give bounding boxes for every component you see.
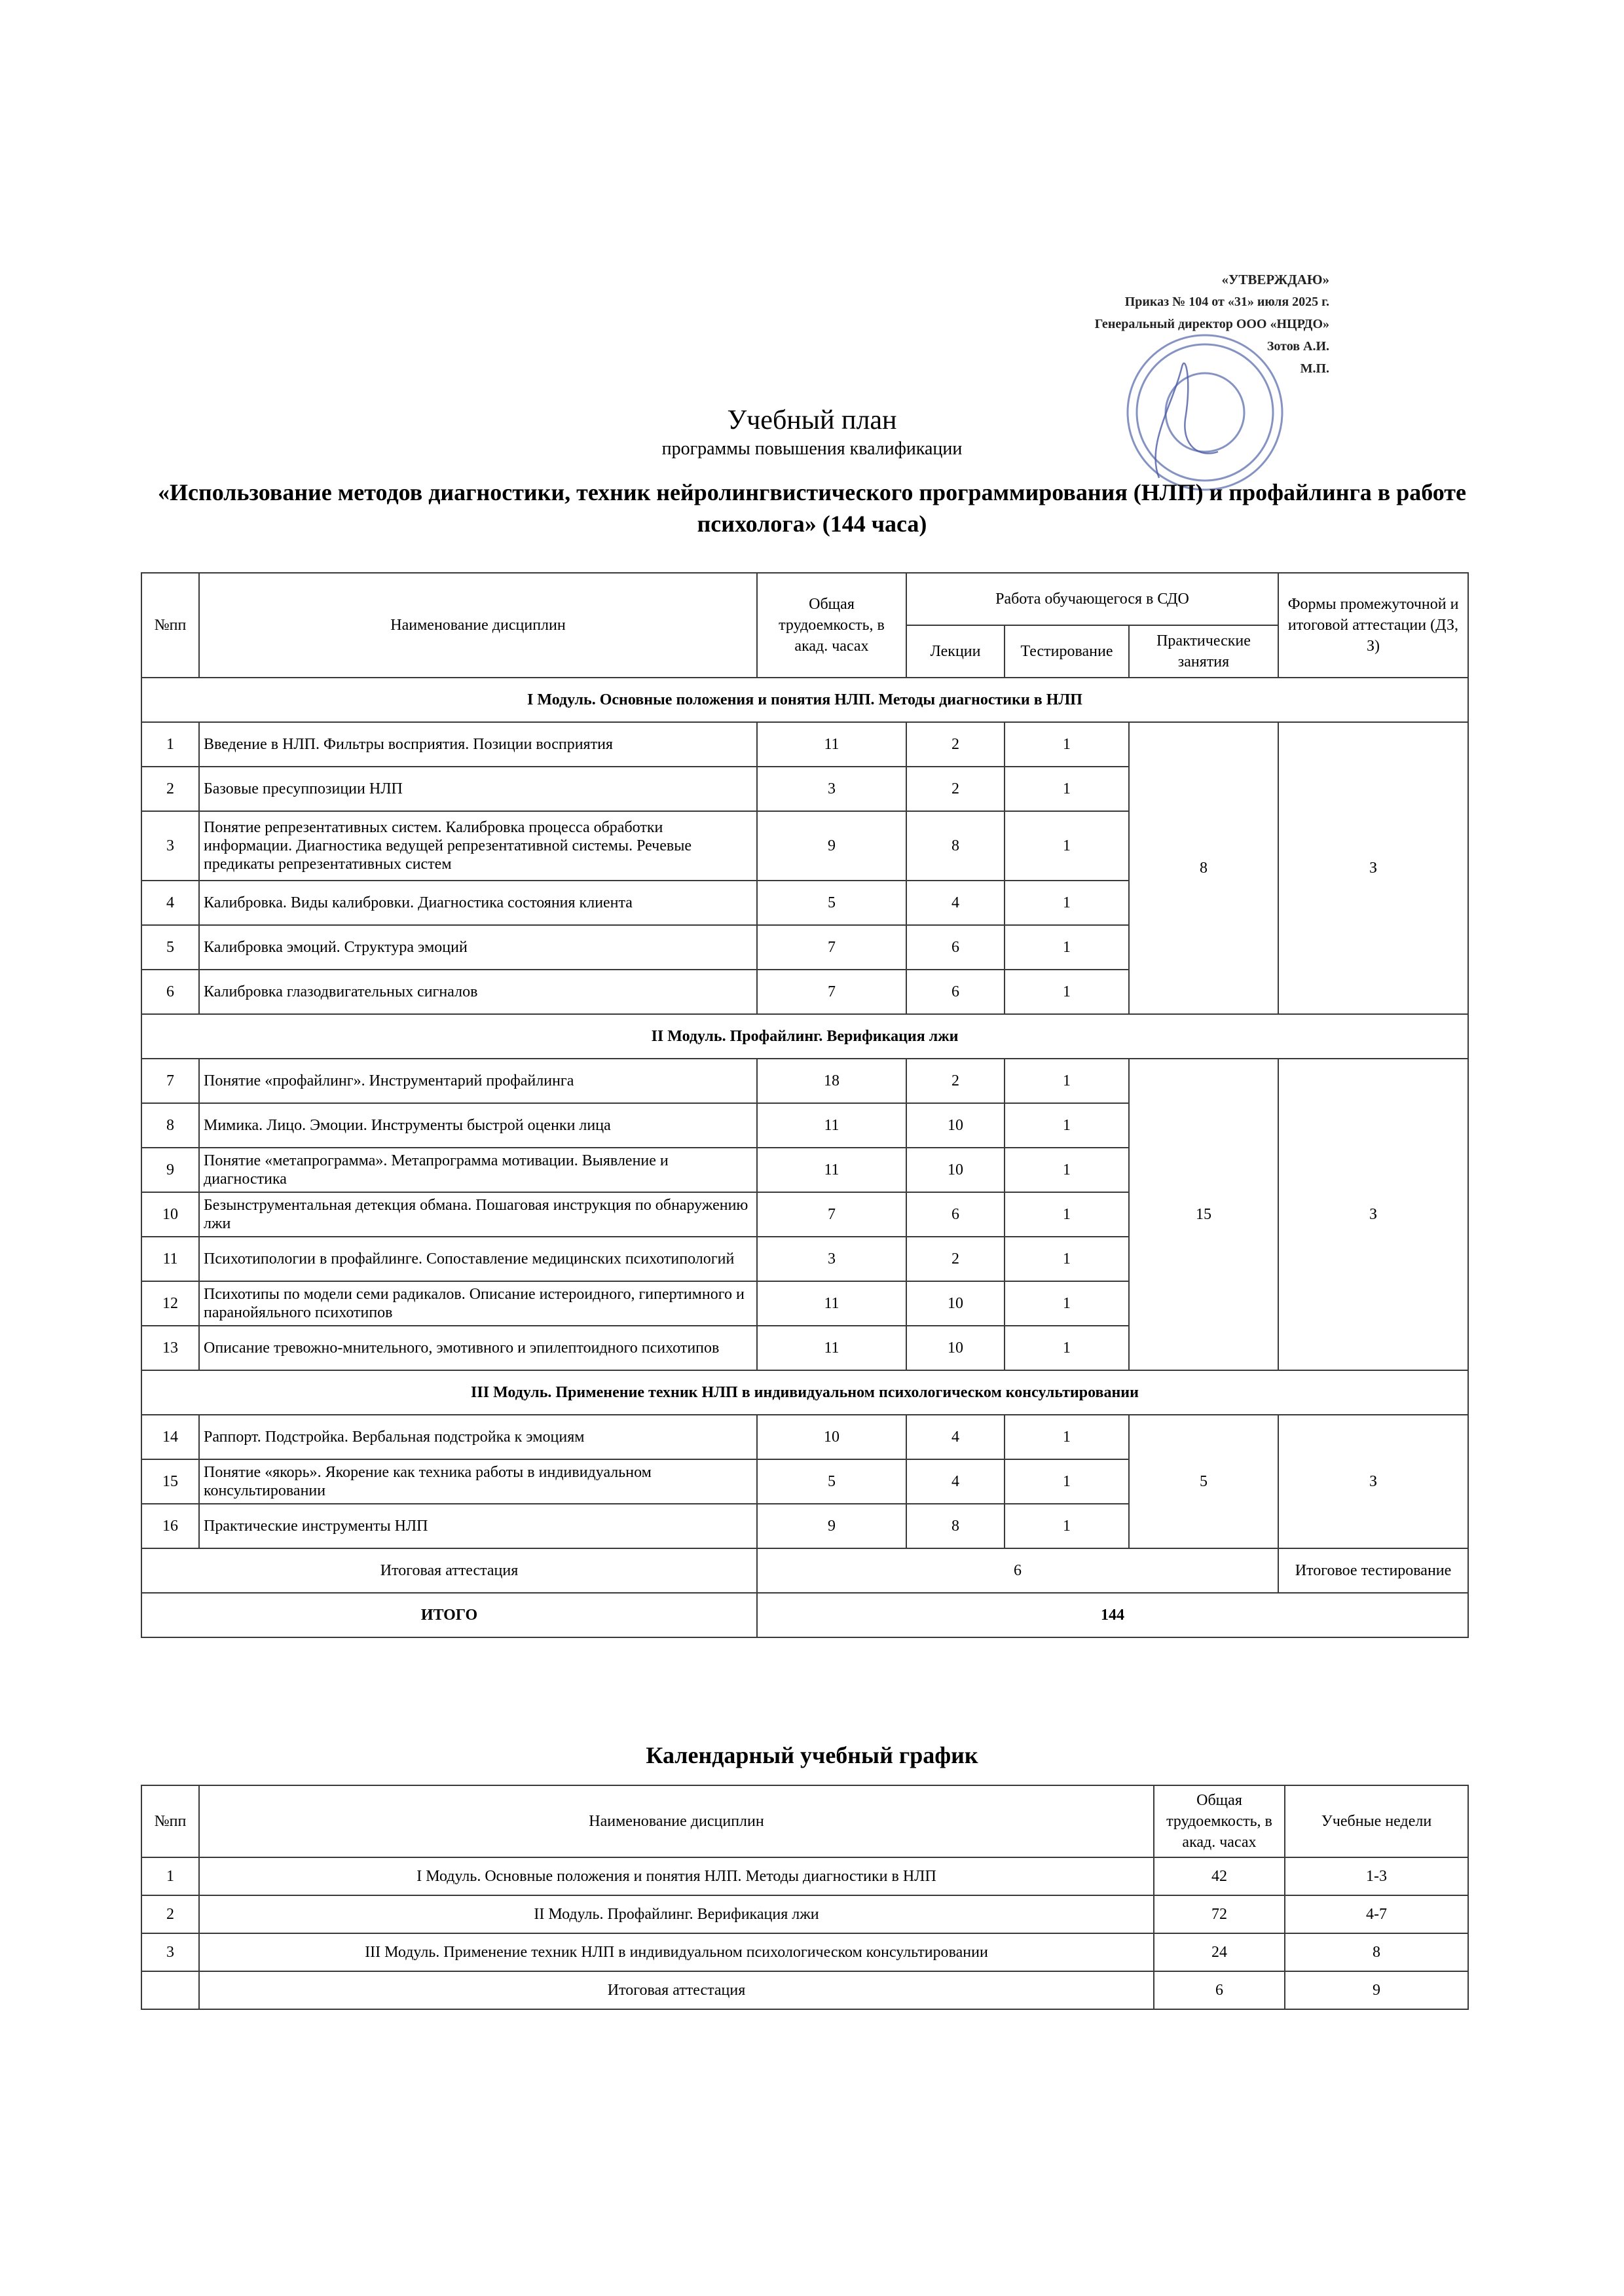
- row-lectures: 10: [906, 1281, 1005, 1326]
- row-name: Практические инструменты НЛП: [199, 1504, 757, 1548]
- cal-name: II Модуль. Профайлинг. Верификация лжи: [199, 1895, 1154, 1933]
- row-name: Базовые пресуппозиции НЛП: [199, 767, 757, 811]
- cal-weeks: 9: [1285, 1971, 1468, 2009]
- row-total: 5: [757, 1459, 906, 1504]
- row-testing: 1: [1005, 881, 1129, 925]
- cal-num: 3: [141, 1933, 199, 1971]
- row-name: Описание тревожно-мнительного, эмотивного и эпилептоидного психотипов: [199, 1326, 757, 1370]
- row-num: 5: [141, 925, 199, 970]
- total-hours: 144: [757, 1593, 1468, 1637]
- cal-header-name: Наименование дисциплин: [199, 1785, 1154, 1857]
- row-num: 9: [141, 1148, 199, 1192]
- row-testing: 1: [1005, 1192, 1129, 1237]
- approval-title: «УТВЕРЖДАЮ»: [1221, 272, 1329, 287]
- calendar-table: [141, 1785, 1469, 2010]
- row-num: 3: [141, 811, 199, 881]
- row-lectures: 4: [906, 881, 1005, 925]
- row-testing: 1: [1005, 1148, 1129, 1192]
- row-num: 14: [141, 1415, 199, 1459]
- row-name: Психотипологии в профайлинге. Сопоставление медицинских психотипологий: [199, 1237, 757, 1281]
- approval-order: Приказ № 104 от «31» июля 2025 г.: [1124, 295, 1329, 309]
- table-row: [141, 1895, 1468, 1933]
- row-num: 16: [141, 1504, 199, 1548]
- row-num: 12: [141, 1281, 199, 1326]
- row-testing: 1: [1005, 1459, 1129, 1504]
- cal-num: [141, 1971, 199, 2009]
- cal-total: 24: [1154, 1933, 1285, 1971]
- row-lectures: 6: [906, 925, 1005, 970]
- row-name: Понятие «якорь». Якорение как техника работы в индивидуальном консультировании: [199, 1459, 757, 1504]
- cal-weeks: 1-3: [1285, 1857, 1468, 1895]
- header-practice: Практические занятия: [1129, 625, 1278, 678]
- row-name: Введение в НЛП. Фильтры восприятия. Позиции восприятия: [199, 722, 757, 767]
- module-attestation: З: [1278, 1059, 1468, 1370]
- cal-weeks: 4-7: [1285, 1895, 1468, 1933]
- row-name: Калибровка эмоций. Структура эмоций: [199, 925, 757, 970]
- cal-name: I Модуль. Основные положения и понятия НЛП. Методы диагностики в НЛП: [199, 1857, 1154, 1895]
- approval-signer: Зотов А.И.: [1266, 339, 1329, 354]
- row-testing: 1: [1005, 970, 1129, 1014]
- row-testing: 1: [1005, 1326, 1129, 1370]
- row-lectures: 4: [906, 1415, 1005, 1459]
- row-lectures: 10: [906, 1103, 1005, 1148]
- row-total: 11: [757, 1281, 906, 1326]
- row-total: 5: [757, 881, 906, 925]
- row-total: 3: [757, 1237, 906, 1281]
- row-num: 2: [141, 767, 199, 811]
- row-name: Понятие «профайлинг». Инструментарий профайлинга: [199, 1059, 757, 1103]
- row-name: Мимика. Лицо. Эмоции. Инструменты быстрой оценки лица: [199, 1103, 757, 1148]
- module-attestation: З: [1278, 722, 1468, 1014]
- header-testing: Тестирование: [1005, 625, 1129, 678]
- row-total: 7: [757, 1192, 906, 1237]
- row-total: 18: [757, 1059, 906, 1103]
- document-title: Учебный план: [727, 405, 897, 435]
- row-name: Безынструментальная детекция обмана. Пошаговая инструкция по обнаружению лжи: [199, 1192, 757, 1237]
- row-total: 9: [757, 811, 906, 881]
- table-row: [141, 1933, 1468, 1971]
- row-name: Раппорт. Подстройка. Вербальная подстройка к эмоциям: [199, 1415, 757, 1459]
- row-name: Психотипы по модели семи радикалов. Описание истероидного, гипертимного и паранойяльного психотипов: [199, 1281, 757, 1326]
- header-forms: Формы промежуточной и итоговой аттестации (ДЗ, З): [1278, 573, 1468, 678]
- row-lectures: 4: [906, 1459, 1005, 1504]
- row-testing: 1: [1005, 1415, 1129, 1459]
- row-num: 10: [141, 1192, 199, 1237]
- row-name: Калибровка глазодвигательных сигналов: [199, 970, 757, 1014]
- row-total: 3: [757, 767, 906, 811]
- row-num: 15: [141, 1459, 199, 1504]
- row-total: 11: [757, 1103, 906, 1148]
- row-num: 11: [141, 1237, 199, 1281]
- row-num: 1: [141, 722, 199, 767]
- module-practice: 5: [1129, 1415, 1278, 1548]
- row-testing: 1: [1005, 1281, 1129, 1326]
- row-lectures: 6: [906, 1192, 1005, 1237]
- row-name: Калибровка. Виды калибровки. Диагностика состояния клиента: [199, 881, 757, 925]
- row-lectures: 2: [906, 1237, 1005, 1281]
- row-total: 7: [757, 970, 906, 1014]
- document-subtitle: программы повышения квалификации: [661, 439, 963, 459]
- cal-name: Итоговая аттестация: [199, 1971, 1154, 2009]
- module-practice: 15: [1129, 1059, 1278, 1370]
- row-lectures: 2: [906, 722, 1005, 767]
- cal-name: III Модуль. Применение техник НЛП в индивидуальном психологическом консультировании: [199, 1933, 1154, 1971]
- row-num: 13: [141, 1326, 199, 1370]
- header-num: №пп: [141, 573, 199, 678]
- row-lectures: 2: [906, 767, 1005, 811]
- table-row: [141, 1971, 1468, 2009]
- cal-total: 6: [1154, 1971, 1285, 2009]
- cal-header-num: №пп: [141, 1785, 199, 1857]
- cal-total: 72: [1154, 1895, 1285, 1933]
- module-attestation: З: [1278, 1415, 1468, 1548]
- cal-header-weeks: Учебные недели: [1285, 1785, 1468, 1857]
- row-total: 11: [757, 1148, 906, 1192]
- table-row: [141, 1059, 1468, 1103]
- row-lectures: 10: [906, 1148, 1005, 1192]
- calendar-title: Календарный учебный график: [646, 1742, 978, 1768]
- cal-weeks: 8: [1285, 1933, 1468, 1971]
- header-total: Общая трудоемкость, в акад. часах: [757, 573, 906, 678]
- header-name: Наименование дисциплин: [199, 573, 757, 678]
- final-label: Итоговая аттестация: [141, 1548, 757, 1593]
- cal-header-total: Общая трудоемкость, в акад. часах: [1154, 1785, 1285, 1857]
- row-lectures: 6: [906, 970, 1005, 1014]
- row-name: Понятие репрезентативных систем. Калибровка процесса обработки информации. Диагностика ведущей репрезентативной системы. Речевые предикаты репрезентативных систем: [199, 811, 757, 881]
- row-testing: 1: [1005, 811, 1129, 881]
- row-total: 11: [757, 722, 906, 767]
- row-total: 7: [757, 925, 906, 970]
- row-name: Понятие «метапрограмма». Метапрограмма мотивации. Выявление и диагностика: [199, 1148, 757, 1192]
- total-label: ИТОГО: [141, 1593, 757, 1637]
- approval-position: Генеральный директор ООО «НЦРДО»: [1094, 317, 1329, 331]
- table-row: [141, 1857, 1468, 1895]
- row-testing: 1: [1005, 1504, 1129, 1548]
- row-total: 10: [757, 1415, 906, 1459]
- final-hours: 6: [757, 1548, 1278, 1593]
- total-row: [141, 1593, 1468, 1637]
- row-lectures: 8: [906, 811, 1005, 881]
- row-testing: 1: [1005, 1103, 1129, 1148]
- row-num: 4: [141, 881, 199, 925]
- study-plan-table: [141, 572, 1469, 1638]
- row-num: 6: [141, 970, 199, 1014]
- row-lectures: 8: [906, 1504, 1005, 1548]
- cal-num: 1: [141, 1857, 199, 1895]
- row-lectures: 2: [906, 1059, 1005, 1103]
- module-title: III Модуль. Применение техник НЛП в индивидуальном психологическом консультировании: [141, 1370, 1468, 1415]
- row-num: 7: [141, 1059, 199, 1103]
- final-form: Итоговое тестирование: [1278, 1548, 1468, 1593]
- row-total: 9: [757, 1504, 906, 1548]
- header-work-group: Работа обучающегося в СДО: [906, 573, 1278, 625]
- row-num: 8: [141, 1103, 199, 1148]
- row-total: 11: [757, 1326, 906, 1370]
- cal-total: 42: [1154, 1857, 1285, 1895]
- cal-num: 2: [141, 1895, 199, 1933]
- final-attestation-row: [141, 1548, 1468, 1593]
- row-testing: 1: [1005, 1237, 1129, 1281]
- header-lectures: Лекции: [906, 625, 1005, 678]
- row-testing: 1: [1005, 1059, 1129, 1103]
- row-testing: 1: [1005, 722, 1129, 767]
- row-testing: 1: [1005, 767, 1129, 811]
- module-title: II Модуль. Профайлинг. Верификация лжи: [141, 1014, 1468, 1059]
- row-testing: 1: [1005, 925, 1129, 970]
- row-lectures: 10: [906, 1326, 1005, 1370]
- module-title: I Модуль. Основные положения и понятия НЛП. Методы диагностики в НЛП: [141, 678, 1468, 722]
- table-row: [141, 722, 1468, 767]
- approval-stamp-place: М.П.: [1300, 361, 1329, 376]
- module-practice: 8: [1129, 722, 1278, 1014]
- program-name: «Использование методов диагностики, техник нейролингвистического программирования (НЛП) и профайлинга в работе психолога» (144 часа): [158, 479, 1466, 537]
- table-row: [141, 1415, 1468, 1459]
